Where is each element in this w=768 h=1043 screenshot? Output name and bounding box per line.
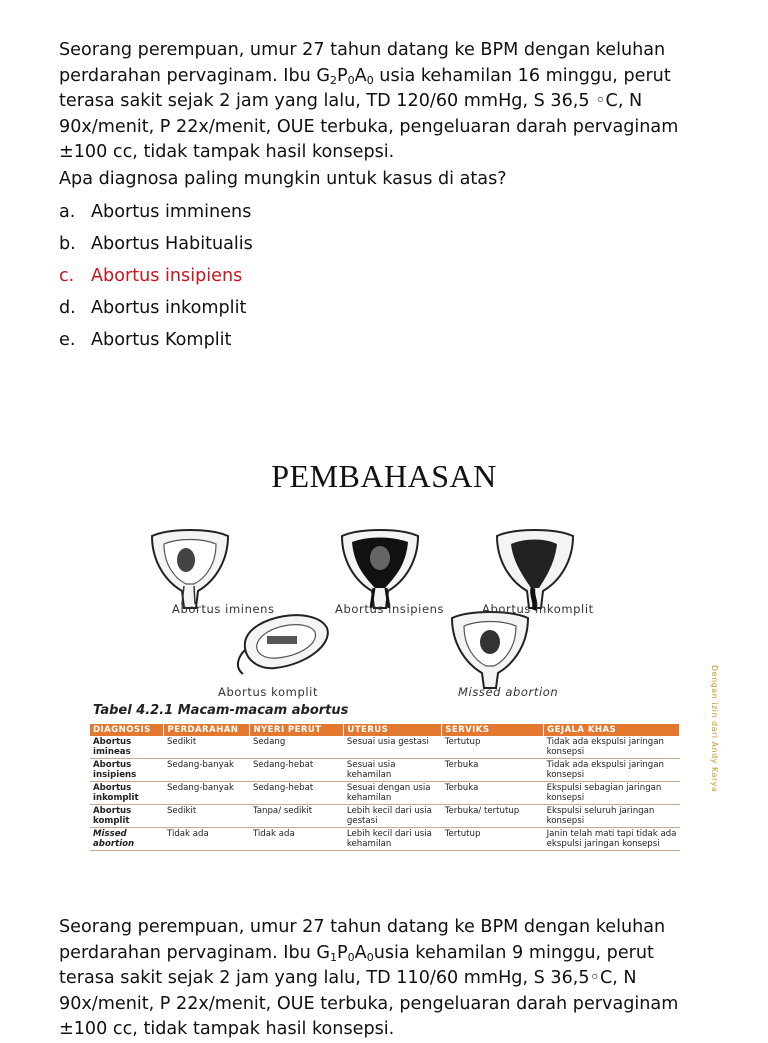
option-d[interactable]: d. Abortus inkomplit [59,298,247,318]
label-insipiens: Abortus insipiens [335,602,445,616]
case-1-line-2: perdarahan pervaginam. Ibu $G_2P_0A_0$ usia kehamilan 16 minggu, perut [59,65,671,87]
th-gejala: GEJALA KHAS [544,724,680,736]
case-2-text [59,915,719,1043]
label-missed: Missed abortion [458,685,559,699]
option-c-correct[interactable]: c. Abortus insipiens [59,266,243,286]
case-2-line-3: terasa sakit sejak 2 jam yang lalu, TD 110/60 mmHg, S 36,5◦C, N [59,968,637,988]
th-uterus: UTERUS [344,724,442,736]
label-inkomplit: Abortus inkomplit [482,602,594,616]
case-2-line-1: Seorang perempuan, umur 27 tahun datang ke BPM dengan keluhan [59,917,666,937]
side-credit-note: Dengan izin dari Andy Karya [710,665,719,793]
case-2-line-4: 90x/menit, P 22x/menit, OUE terbuka, pengeluaran darah pervaginam [59,993,679,1014]
label-iminens: Abortus iminens [172,602,275,616]
table-row: Abortus inkomplit Sedang-banyak Sedang-hebat Sesuai dengan usia kehamilan Terbuka Ekspulsi sebagian jaringan konsepsi [90,782,680,805]
label-komplit: Abortus komplit [218,685,319,699]
th-nyeri: NYERI PERUT [250,724,344,736]
table-caption: Tabel 4.2.1 Macam-macam abortus [93,703,349,718]
case-1-text [59,38,719,166]
uterus-insipiens-illustration [342,530,418,608]
uterus-komplit-illustration [238,615,328,674]
th-perdarahan: PERDARAHAN [164,724,250,736]
uterus-missed-illustration [452,612,528,688]
table-row: Abortus imineas Sedikit Sedang Sesuai usia gestasi Tertutup Tidak ada ekspulsi jaringan konsepsi [90,736,680,759]
case-2-line-2: perdarahan pervaginam. Ibu $G_1P_0A_0usia$ kehamilan 9 minggu, perut [59,942,654,964]
option-a[interactable]: a. Abortus imminens [59,202,252,222]
abortus-figure [90,528,680,863]
case-1-line-1: Seorang perempuan, umur 27 tahun datang ke BPM dengan keluhan [59,40,666,60]
uterus-iminens-illustration [152,530,228,608]
section-heading: PEMBAHASAN [271,458,497,494]
option-e[interactable]: e. Abortus Komplit [59,330,232,350]
table-row: Missed abortion Tidak ada Tidak ada Lebih kecil dari usia kehamilan Tertutup Janin telah mati tapi tidak ada ekspulsi jaringan konsepsi [90,828,680,851]
case-1-line-3: terasa sakit sejak 2 jam yang lalu, TD 120/60 mmHg, S 36,5 ◦C, N [59,91,643,111]
option-b[interactable]: b. Abortus Habitualis [59,234,253,254]
abortus-table [90,724,680,851]
answer-options [59,202,253,362]
uterus-inkomplit-illustration [497,530,573,610]
case-2-line-5: ±100 cc, tidak tampak hasil konsepsi. [59,1019,395,1039]
case-1-line-5: ±100 cc, tidak tampak hasil konsepsi. [59,142,395,162]
th-diagnosis: DIAGNOSIS [90,724,164,736]
question-text: Apa diagnosa paling mungkin untuk kasus di atas? [59,169,507,189]
table-row: Abortus insipiens Sedang-banyak Sedang-hebat Sesuai usia kehamilan Terbuka Tidak ada ekspulsi jaringan konsepsi [90,759,680,782]
table-row: Abortus komplit Sedikit Tanpa/ sedikit Lebih kecil dari usia gestasi Terbuka/ tertutup Ekspulsi seluruh jaringan konsepsi [90,805,680,828]
table-header-row [90,724,680,736]
th-serviks: SERVIKS [442,724,544,736]
case-1-line-4: 90x/menit, P 22x/menit, OUE terbuka, pengeluaran darah pervaginam [59,116,679,137]
